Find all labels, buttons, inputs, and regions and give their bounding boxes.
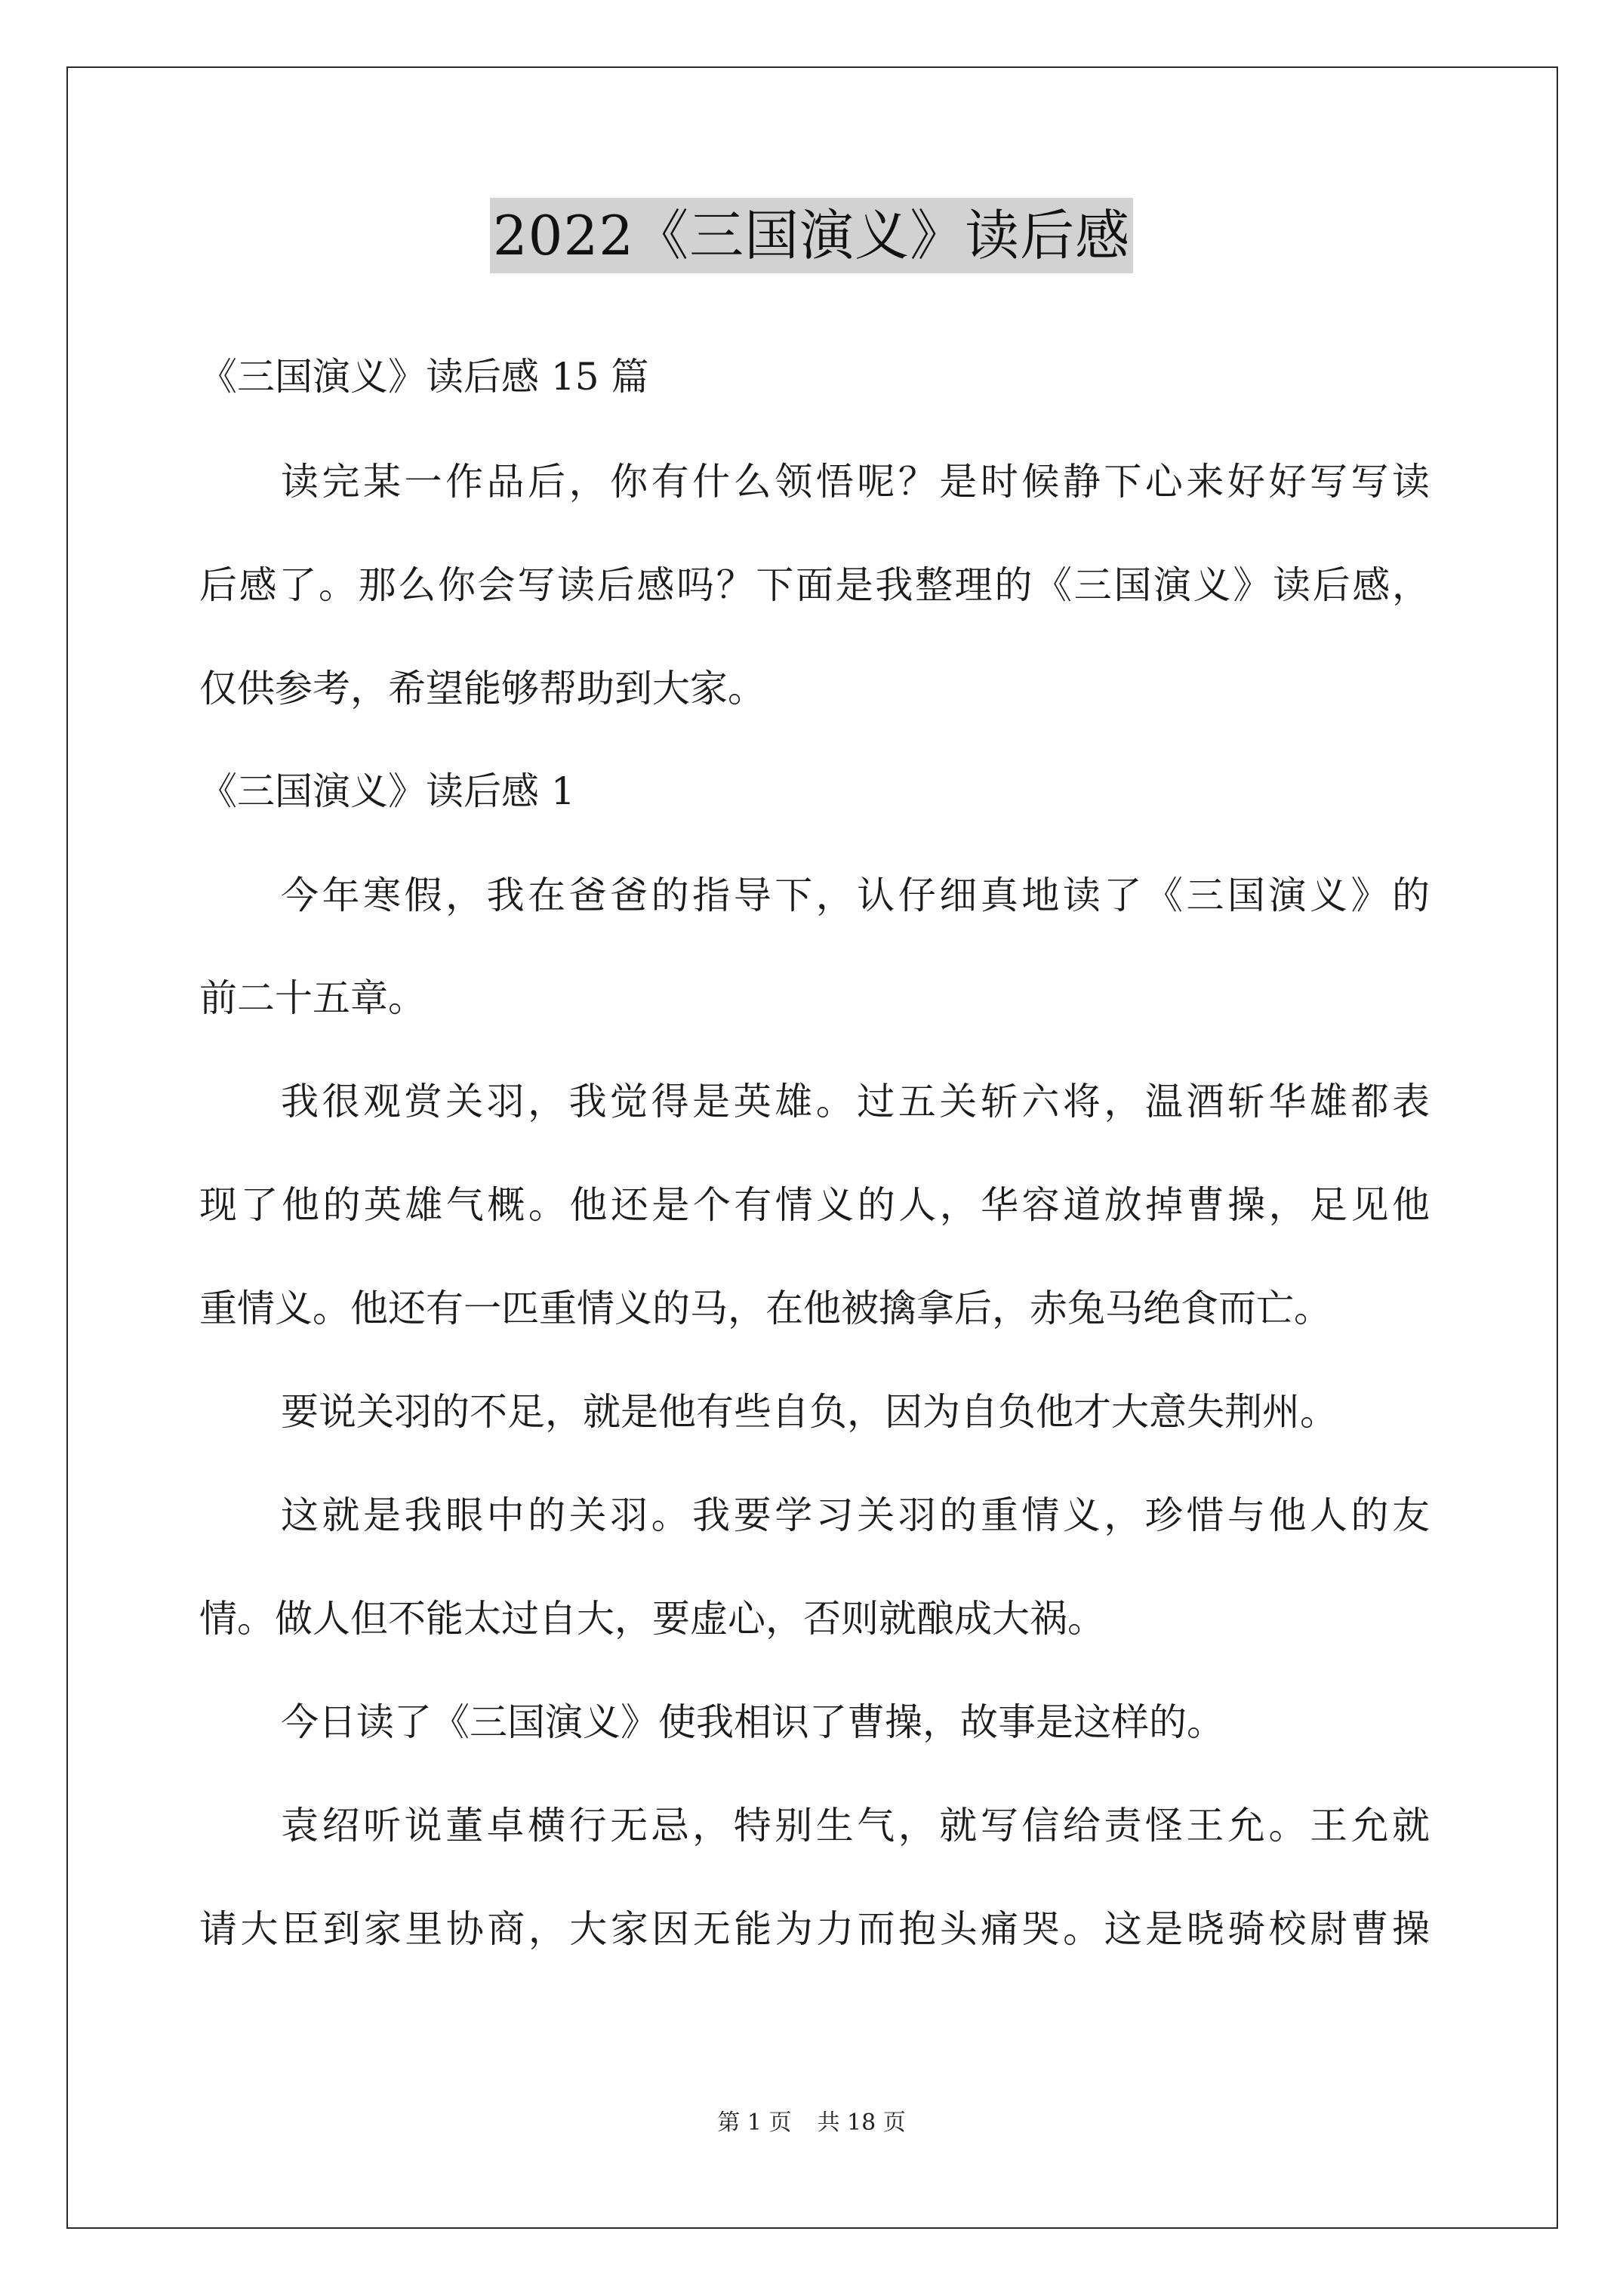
page-total: 共 18 页	[817, 2110, 906, 2136]
paragraph-line: 情。做人但不能太过自大，要虚心，否则就酿成大祸。	[199, 1597, 1105, 1641]
paragraph-line: 这就是我眼中的关羽。我要学习关羽的重情义，珍惜与他人的友	[281, 1493, 1430, 1537]
paragraph-line: 读完某一作品后，你有什么领悟呢？是时候静下心来好好写写读	[281, 460, 1430, 504]
page-number: 第 1 页	[717, 2110, 792, 2136]
paragraph-line: 要说关羽的不足，就是他有些自负，因为自负他才大意失荆州。	[281, 1390, 1338, 1434]
title-container	[0, 198, 1623, 273]
paragraph-line: 后感了。那么你会写读后感吗？下面是我整理的《三国演义》读后感，	[199, 563, 1430, 607]
section-heading: 《三国演义》读后感 1	[199, 769, 575, 813]
paragraph-line: 仅供参考，希望能够帮助到大家。	[199, 667, 765, 710]
subtitle-line: 《三国演义》读后感 15 篇	[199, 355, 649, 399]
paragraph-line: 重情义。他还有一匹重情义的马，在他被擒拿后，赤兔马绝食而亡。	[199, 1287, 1332, 1330]
paragraph-line: 今年寒假，我在爸爸的指导下，认仔细真地读了《三国演义》的	[281, 874, 1430, 917]
paragraph-line: 现了他的英雄气概。他还是个有情义的人，华容道放掉曹操，足见他	[199, 1183, 1430, 1227]
paragraph-line: 袁绍听说董卓横行无忌，特别生气，就写信给责怪王允。王允就	[281, 1804, 1430, 1848]
paragraph-line: 请大臣到家里协商，大家因无能为力而抱头痛哭。这是晓骑校尉曹操	[199, 1907, 1430, 1951]
paragraph-line: 今日读了《三国演义》使我相识了曹操，故事是这样的。	[281, 1700, 1224, 1744]
page-footer	[0, 2108, 1623, 2138]
paragraph-line: 前二十五章。	[199, 976, 426, 1020]
paragraph-line: 我很观赏关羽，我觉得是英雄。过五关斩六将，温酒斩华雄都表	[281, 1080, 1430, 1123]
document-title: 2022《三国演义》读后感	[490, 198, 1133, 273]
